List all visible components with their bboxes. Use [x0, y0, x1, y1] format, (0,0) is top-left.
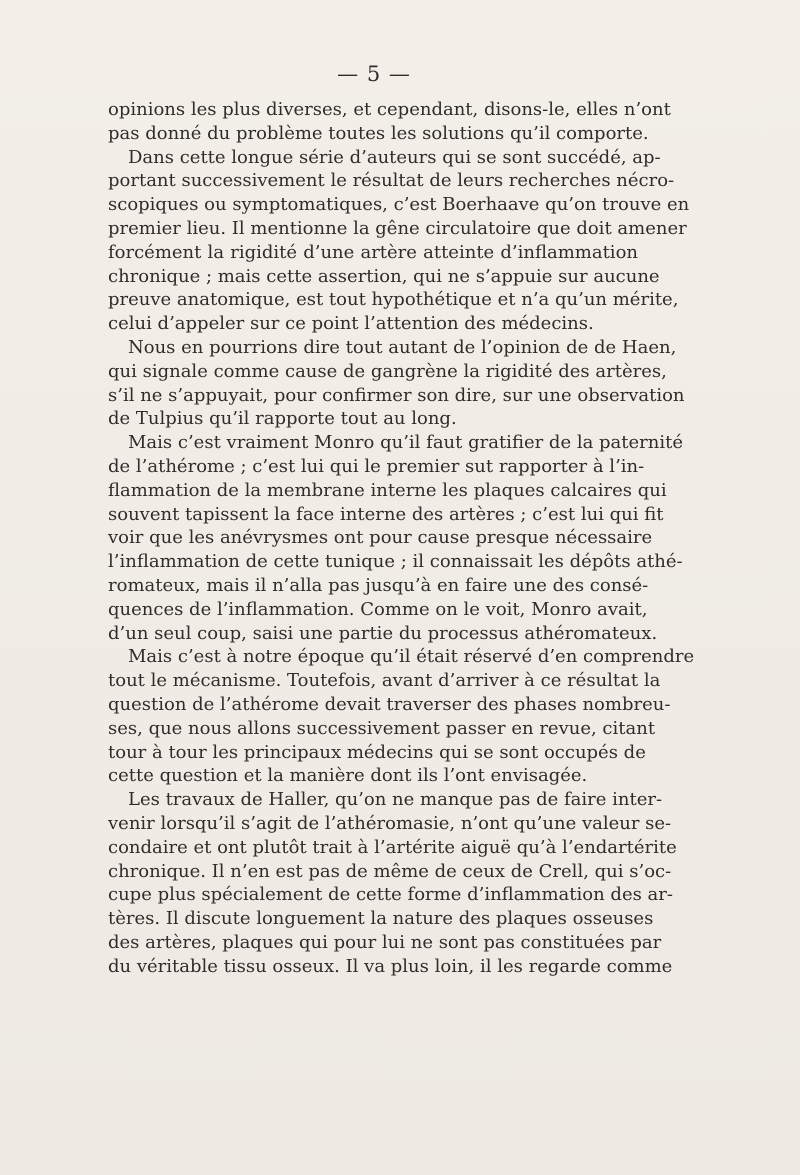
paragraph: [108, 98, 671, 146]
paragraph: [108, 146, 690, 336]
text-line: scopiques ou symptomatiques, c’est Boerhaave qu’on trouve en: [108, 194, 690, 216]
paragraph: [108, 336, 685, 431]
text-line: pas donné du problème toutes les solutions qu’il comporte.: [108, 122, 649, 144]
text-line: Dans cette longue série d’auteurs qui se sont succédé, ap-: [128, 146, 661, 168]
paragraph: [108, 431, 684, 645]
text-line: souvent tapissent la face interne des artères ; c’est lui qui fit: [108, 503, 664, 525]
text-line: Les travaux de Haller, qu’on ne manque pas de faire inter-: [128, 789, 663, 811]
text-line: chronique. Il n’en est pas de même de ceux de Crell, qui s’oc-: [108, 860, 672, 882]
text-line: des artères, plaques qui pour lui ne sont pas constituées par: [108, 931, 662, 953]
text-line: de Tulpius qu’il rapporte tout au long.: [108, 408, 457, 430]
text-line: voir que les anévrysmes ont pour cause presque nécessaire: [108, 527, 653, 549]
text-line: venir lorsqu’il s’agit de l’athéromasie, n’ont qu’une valeur se-: [108, 812, 672, 834]
text-line: d’un seul coup, saisi une partie du processus athéromateux.: [108, 622, 658, 644]
text-line: de l’athérome ; c’est lui qui le premier sut rapporter à l’in-: [108, 455, 645, 477]
text-line: tères. Il discute longuement la nature des plaques osseuses: [108, 908, 654, 930]
text-line: ses, que nous allons successivement passer en revue, citant: [108, 717, 656, 739]
text-line: celui d’appeler sur ce point l’attention des médecins.: [108, 313, 594, 335]
text-line: preuve anatomique, est tout hypothétique et n’a qu’un mérite,: [108, 289, 679, 311]
text-line: chronique ; mais cette assertion, qui ne s’appuie sur aucune: [108, 265, 660, 287]
text-line: Mais c’est à notre époque qu’il était réservé d’en comprendre: [128, 646, 695, 668]
text-line: Nous en pourrions dire tout autant de l’opinion de de Haen,: [128, 336, 677, 358]
text-line: l’inflammation de cette tunique ; il connaissait les dépôts athé-: [108, 551, 683, 573]
text-line: tour à tour les principaux médecins qui se sont occupés de: [108, 741, 646, 763]
text-line: romateux, mais il n’alla pas jusqu’à en faire une des consé-: [108, 574, 649, 596]
page-number: — 5 —: [337, 62, 411, 86]
text-line: premier lieu. Il mentionne la gêne circulatoire que doit amener: [108, 217, 687, 239]
text-line: qui signale comme cause de gangrène la rigidité des artères,: [108, 360, 667, 382]
text-line: Mais c’est vraiment Monro qu’il faut gratifier de la paternité: [128, 432, 684, 454]
text-line: condaire et ont plutôt trait à l’artérite aiguë qu’à l’endartérite: [108, 836, 677, 858]
text-line: forcément la rigidité d’une artère atteinte d’inflammation: [108, 241, 638, 263]
text-line: cupe plus spécialement de cette forme d’inflammation des ar-: [108, 884, 673, 906]
text-line: flammation de la membrane interne les plaques calcaires qui: [108, 479, 667, 501]
text-line: question de l’athérome devait traverser des phases nombreu-: [108, 693, 671, 715]
text-line: cette question et la manière dont ils l’ont envisagée.: [108, 765, 588, 787]
text-line: quences de l’inflammation. Comme on le voit, Monro avait,: [108, 598, 648, 620]
paragraph: [108, 788, 677, 978]
paragraph: [108, 645, 695, 788]
text-line: s’il ne s’appuyait, pour confirmer son dire, sur une observation: [108, 384, 685, 406]
text-line: portant successivement le résultat de leurs recherches nécro-: [108, 170, 675, 192]
text-line: opinions les plus diverses, et cependant, disons-le, elles n’ont: [108, 99, 671, 120]
text-line: tout le mécanisme. Toutefois, avant d’arriver à ce résultat la: [108, 670, 661, 692]
text-line: du véritable tissu osseux. Il va plus loin, il les regarde comme: [108, 955, 673, 977]
body-text: [108, 98, 695, 978]
